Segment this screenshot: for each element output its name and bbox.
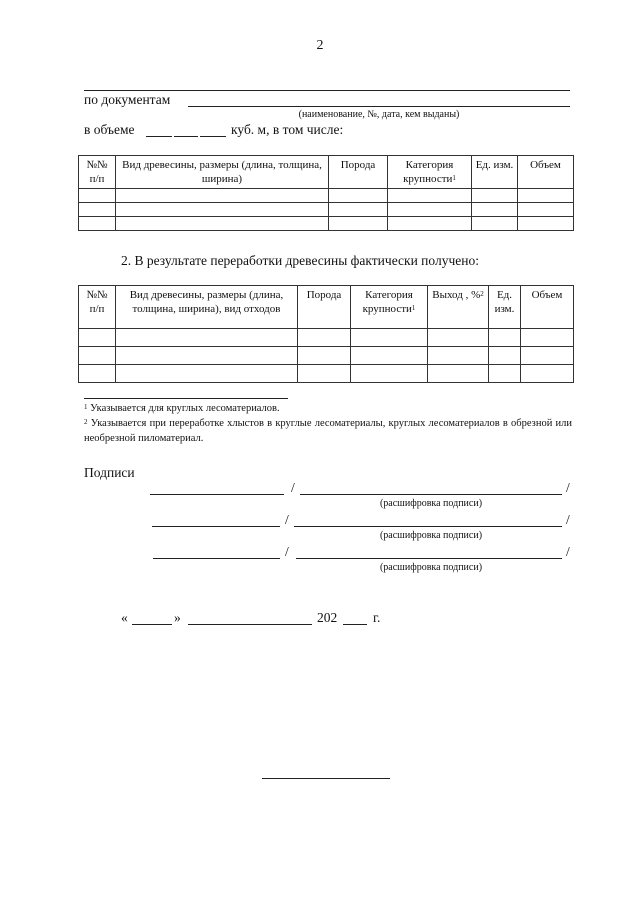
table-row — [79, 347, 574, 365]
header-wood-type: Вид древесины, размеры (длина, толщина, ширина) — [116, 156, 329, 189]
date-year-line[interactable] — [343, 624, 367, 625]
table-cell[interactable] — [489, 329, 521, 347]
table-cell[interactable] — [116, 329, 298, 347]
table-cell[interactable] — [388, 189, 472, 203]
table-cell[interactable] — [521, 365, 574, 383]
volume-fill-line[interactable] — [174, 136, 198, 137]
table-cell[interactable] — [116, 365, 298, 383]
table-cell[interactable] — [518, 189, 574, 203]
volume-prefix: в объеме — [84, 122, 135, 137]
header-number: №№ п/п — [79, 286, 116, 329]
volume-suffix: куб. м, в том числе: — [231, 122, 344, 137]
date-close-quote: » — [174, 610, 181, 625]
table-row — [79, 365, 574, 383]
footnote-1 — [84, 401, 572, 416]
table-cell[interactable] — [388, 217, 472, 231]
table-cell[interactable] — [116, 203, 329, 217]
signature-line[interactable] — [152, 526, 280, 527]
signature-name-line[interactable] — [296, 558, 562, 559]
header-number: №№ п/п — [79, 156, 116, 189]
table-cell[interactable] — [351, 347, 428, 365]
footnote-text: Указывается при переработке хлыстов в круглые лесоматериалы, круглых лесоматериалов в обрезной или необрезной пиломатериал. — [84, 418, 572, 444]
table-row — [79, 203, 574, 217]
signatures-label: Подписи — [84, 465, 135, 480]
date-year-suffix: г. — [373, 610, 381, 625]
table-cell[interactable] — [351, 329, 428, 347]
signature-separator: / — [566, 512, 570, 527]
header-unit: Ед. изм. — [472, 156, 518, 189]
header-size-category — [351, 286, 428, 329]
signature-separator: / — [566, 480, 570, 495]
footnote-mark: 2 — [84, 418, 88, 426]
page-number: 2 — [316, 38, 324, 53]
table-header-row — [79, 156, 574, 189]
signature-separator: / — [566, 544, 570, 559]
table-header-row — [79, 286, 574, 329]
produced-wood-table — [78, 285, 574, 383]
footnote-mark: 1 — [452, 174, 456, 182]
table-cell[interactable] — [79, 365, 116, 383]
table-cell[interactable] — [79, 203, 116, 217]
footnote-mark: 1 — [84, 403, 88, 411]
table-row — [79, 329, 574, 347]
table-cell[interactable] — [472, 203, 518, 217]
table-cell[interactable] — [298, 347, 351, 365]
date-day-line[interactable] — [132, 624, 172, 625]
header-output — [428, 286, 489, 329]
table-cell[interactable] — [351, 365, 428, 383]
table-cell[interactable] — [116, 347, 298, 365]
received-wood-table — [78, 155, 574, 231]
table-cell[interactable] — [329, 203, 388, 217]
signature-line[interactable] — [150, 494, 284, 495]
documents-fill-line[interactable] — [188, 106, 570, 107]
table-cell[interactable] — [79, 347, 116, 365]
header-species: Порода — [329, 156, 388, 189]
table-cell[interactable] — [428, 365, 489, 383]
signature-name-line[interactable] — [300, 494, 562, 495]
signature-separator: / — [285, 512, 289, 527]
table-cell[interactable] — [521, 329, 574, 347]
signature-caption: (расшифровка подписи) — [379, 562, 483, 573]
table-cell[interactable] — [79, 217, 116, 231]
table-row — [79, 217, 574, 231]
footnote-mark: 2 — [480, 290, 484, 298]
date-open-quote: « — [121, 610, 128, 625]
signature-caption: (расшифровка подписи) — [379, 530, 483, 541]
end-of-document-line — [262, 778, 390, 779]
table-cell[interactable] — [79, 329, 116, 347]
header-species: Порода — [298, 286, 351, 329]
footnote-mark: 1 — [411, 304, 416, 312]
table-cell[interactable] — [518, 203, 574, 217]
table-cell[interactable] — [521, 347, 574, 365]
header-size-category — [388, 156, 472, 189]
table-cell[interactable] — [298, 329, 351, 347]
date-year-prefix: 202 — [317, 610, 338, 625]
volume-fill-line[interactable] — [146, 136, 172, 137]
date-month-line[interactable] — [188, 624, 312, 625]
table-cell[interactable] — [329, 189, 388, 203]
header-wood-type: Вид древесины, размеры (длина, толщина, ширина), вид отходов — [116, 286, 298, 329]
header-unit: Ед. изм. — [489, 286, 521, 329]
table-cell[interactable] — [518, 217, 574, 231]
documents-caption: (наименование, №, дата, кем выданы) — [298, 109, 460, 120]
table-row — [79, 189, 574, 203]
table-cell[interactable] — [79, 189, 116, 203]
header-volume: Объем — [521, 286, 574, 329]
table-cell[interactable] — [428, 347, 489, 365]
volume-fill-line[interactable] — [200, 136, 226, 137]
section2-heading: 2. В результате переработки древесины фактически получено: — [121, 253, 479, 268]
documents-label: по документам — [84, 92, 171, 107]
header-size-category-text: Категория крупности — [403, 159, 454, 185]
table-cell[interactable] — [116, 189, 329, 203]
signature-caption: (расшифровка подписи) — [379, 498, 483, 509]
footnote-text: Указывается для круглых лесоматериалов. — [90, 403, 280, 414]
blank-line — [84, 90, 570, 91]
table-cell[interactable] — [472, 189, 518, 203]
table-cell[interactable] — [329, 217, 388, 231]
table-cell[interactable] — [388, 203, 472, 217]
header-output-text: Выход , % — [432, 289, 481, 301]
footnote-2 — [84, 416, 572, 446]
table-cell[interactable] — [298, 365, 351, 383]
table-cell[interactable] — [489, 347, 521, 365]
table-cell[interactable] — [472, 217, 518, 231]
table-cell[interactable] — [428, 329, 489, 347]
footnote-separator — [84, 398, 288, 399]
table-cell[interactable] — [116, 217, 329, 231]
signature-separator: / — [285, 544, 289, 559]
signature-separator: / — [291, 480, 295, 495]
header-size-category-text: Категория крупности — [362, 289, 413, 315]
signature-line[interactable] — [153, 558, 280, 559]
header-volume: Объем — [518, 156, 574, 189]
signature-name-line[interactable] — [294, 526, 562, 527]
table-cell[interactable] — [489, 365, 521, 383]
